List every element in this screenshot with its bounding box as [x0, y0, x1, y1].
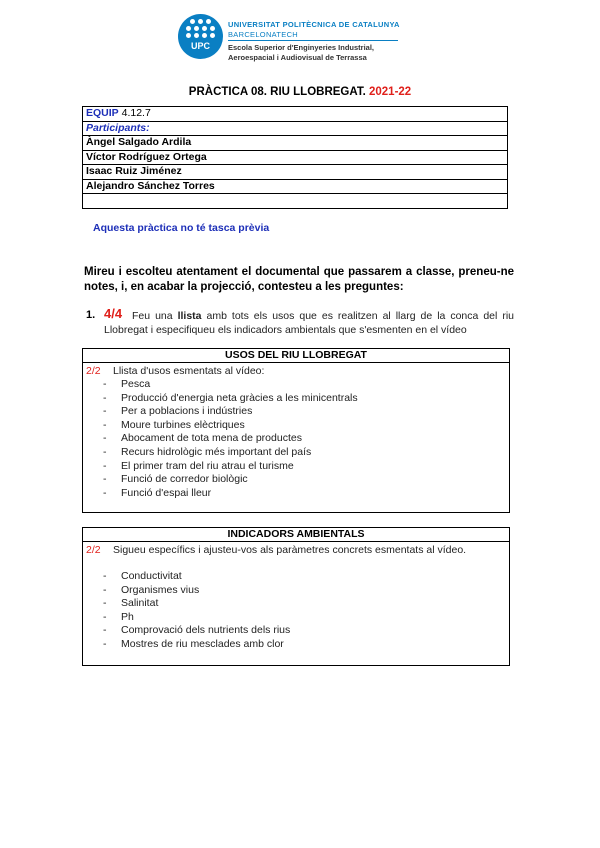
question-number: 1. [86, 309, 96, 321]
logo-text: UPC [190, 41, 210, 51]
indicadors-lead: Sigueu específics i ajusteu-vos als paràmetres concrets esmentats al vídeo. [113, 544, 467, 556]
equip-label: EQUIP [86, 107, 119, 120]
list-item-text: Ph [121, 610, 134, 623]
list-item-text: Comprovació dels nutrients dels rius [121, 624, 291, 637]
list-item-text: Moure turbines elèctriques [121, 418, 245, 431]
indicadors-box [82, 527, 510, 666]
empty-row [83, 194, 508, 209]
member-row: Alejandro Sánchez Torres [83, 179, 508, 194]
list-item-text: Funció de corredor biològic [121, 473, 248, 486]
school-name-line2: Aeroespacial i Audiovisual de Terrassa [228, 53, 367, 62]
indicadors-score: 2/2 [86, 544, 101, 556]
instructions: Mireu i escolteu atentament el documental que passarem a classe, preneu-ne notes, i, en acabar la projecció, contesteu a les preguntes: [84, 266, 514, 293]
list-item: - Pesca [103, 378, 151, 390]
question-text [104, 309, 514, 337]
upc-logo [178, 14, 223, 59]
question-text-bold: llista [177, 310, 202, 322]
list-item: - Per a poblacions i indústries [103, 405, 253, 418]
list-item: - El primer tram del riu atrau el turisme [103, 459, 294, 472]
list-item: - Abocament de tota mena de productes [103, 432, 302, 445]
list-item: - Funció de corredor biològic [103, 473, 248, 486]
indicadors-list [103, 570, 290, 652]
usos-score: 2/2 [86, 365, 101, 377]
list-item-text: Recurs hidrològic més important del país [121, 445, 312, 458]
list-item: - Ph [103, 610, 134, 623]
list-item: - Producció d'energia neta gràcies a les minicentrals [103, 391, 358, 404]
list-item-text: Organismes vius [121, 583, 200, 596]
indicadors-heading: INDICADORS AMBIENTALS [83, 528, 509, 542]
list-item: - Salinitat [103, 597, 159, 610]
list-item-text: Funció d'espai lleur [121, 486, 212, 499]
list-item-text: Conductivitat [121, 570, 182, 582]
member-row: Àngel Salgado Ardila [83, 136, 508, 151]
title-year: 2021-22 [368, 86, 412, 98]
usos-list [103, 378, 358, 500]
member-row: Víctor Rodríguez Ortega [83, 150, 508, 165]
list-item-text: Abocament de tota mena de productes [121, 432, 302, 445]
list-item: - Organismes vius [103, 583, 200, 596]
team-row [83, 107, 508, 122]
participants-label: Participants: [83, 121, 508, 136]
equip-value: 4.12.7 [121, 107, 151, 120]
list-item-text: Salinitat [121, 597, 159, 610]
title-main: PRÀCTICA 08. RIU LLOBREGAT. [188, 86, 366, 98]
list-item: - Comprovació dels nutrients dels rius [103, 624, 291, 637]
university-name: UNIVERSITAT POLITÈCNICA DE CATALUNYA [228, 20, 400, 29]
university-subname: BARCELONATECH [228, 30, 299, 39]
task-note: Aquesta pràctica no té tasca prèvia [93, 222, 270, 234]
member-row: Isaac Ruiz Jiménez [83, 165, 508, 180]
list-item-text: El primer tram del riu atrau el turisme [121, 459, 294, 472]
question-text-before: Feu una [132, 310, 173, 322]
list-item-text: Mostres de riu mesclades amb clor [121, 637, 284, 650]
team-table [82, 106, 508, 209]
question-score: 4/4 [104, 306, 123, 321]
page-title [0, 86, 600, 98]
usos-heading: USOS DEL RIU LLOBREGAT [83, 349, 509, 363]
header-divider [228, 40, 398, 41]
list-item: - Funció d'espai lleur [103, 486, 212, 499]
school-name-line1: Escola Superior d'Enginyeries Industrial, [228, 43, 374, 52]
usos-lead: Llista d'usos esmentats al vídeo: [113, 365, 265, 377]
list-item-text: Per a poblacions i indústries [121, 405, 253, 418]
question-text-after: amb tots els usos que es realitzen al llarg de la conca del riu Llobregat i especifiqueu els indicadors ambientals que s'esmenten en el vídeo [104, 310, 514, 336]
list-item: - Mostres de riu mesclades amb clor [103, 637, 284, 650]
list-item-text: Producció d'energia neta gràcies a les minicentrals [121, 391, 358, 404]
usos-box [82, 348, 510, 513]
list-item: - Conductivitat [103, 570, 182, 582]
list-item-text: Pesca [121, 378, 151, 390]
list-item: - Moure turbines elèctriques [103, 418, 245, 431]
list-item: - Recurs hidrològic més important del país [103, 445, 312, 458]
